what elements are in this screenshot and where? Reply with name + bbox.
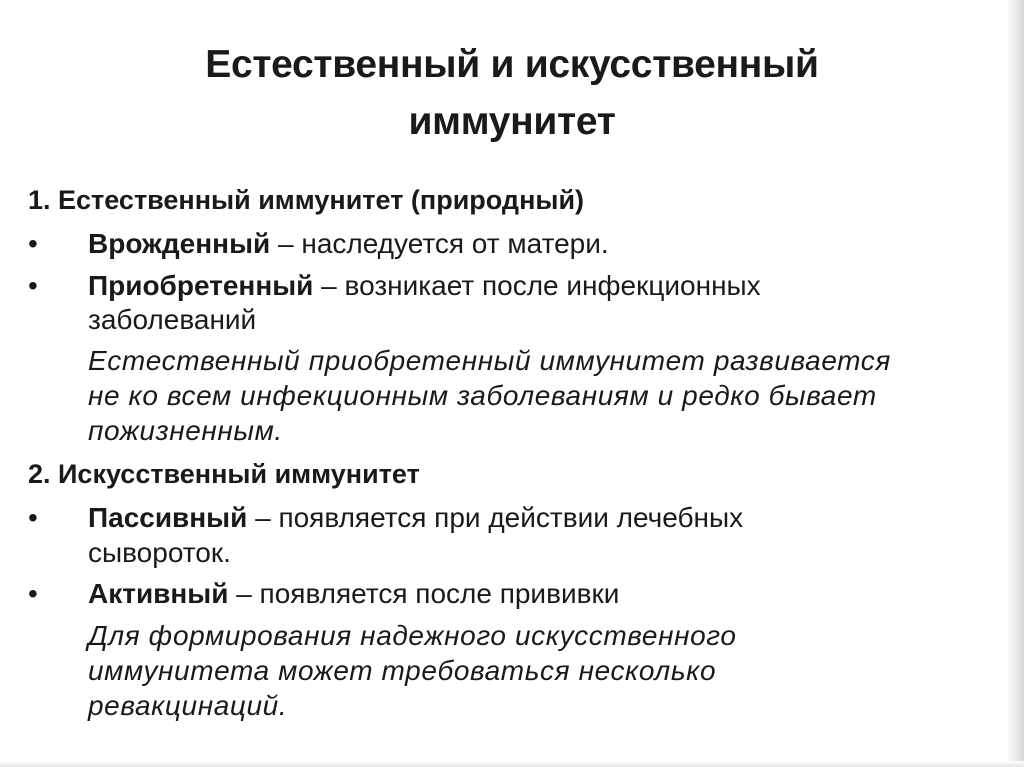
bullet-term: Пассивный xyxy=(88,502,248,533)
bullet-description: – появляется после прививки xyxy=(228,578,620,609)
section-1-note-line-3: пожизненным. xyxy=(88,415,283,446)
section-2-heading: 2. Искусственный иммунитет xyxy=(28,459,420,489)
slide-right-shadow xyxy=(1006,0,1024,767)
section-1-heading: 1. Естественный иммунитет (природный) xyxy=(28,185,585,215)
title-line-1: Естественный и искусственный xyxy=(205,43,819,86)
bullet-dot: • xyxy=(28,502,38,533)
section-2-note-line-3: ревакцинаций. xyxy=(88,690,288,721)
bullet-description: – появляется при действии лечебных xyxy=(247,502,744,533)
bullet-dot: • xyxy=(28,270,38,301)
section-2-note-line-2: иммунитета может требоваться несколько xyxy=(88,655,717,686)
section-1-note-line-2: не ко всем инфекционным заболеваниям и редко бывает xyxy=(88,380,877,411)
title-line-2: иммунитет xyxy=(408,100,616,143)
section-2-bullet-1-continuation: сывороток. xyxy=(88,537,231,568)
section-1-bullet-2-continuation: заболеваний xyxy=(88,304,257,335)
bullet-term: Врожденный xyxy=(88,228,271,259)
bullet-description: – возникает после инфекционных xyxy=(313,270,761,301)
section-1-note-line-1: Естественный приобретенный иммунитет развивается xyxy=(88,345,891,376)
bullet-term: Приобретенный xyxy=(88,270,314,301)
bullet-description: – наследуется от матери. xyxy=(270,228,609,259)
bullet-term: Активный xyxy=(88,578,229,609)
bullet-dot: • xyxy=(28,578,38,609)
slide-bottom-shadow xyxy=(0,761,1024,767)
section-2-note-line-1: Для формирования надежного искусственного xyxy=(88,620,737,651)
slide-title xyxy=(0,36,1024,150)
bullet-dot: • xyxy=(28,228,38,259)
